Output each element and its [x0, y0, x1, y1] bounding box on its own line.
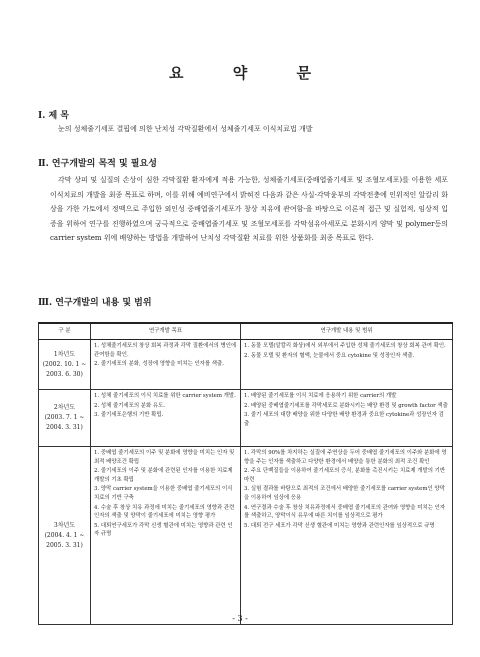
- goals-item: 1. 중배엽 줄기세포의 이주 및 분화에 영향을 미치는 인자 및 최적 배양조건 확립: [94, 450, 235, 465]
- year-line: 2004. 3. 31): [46, 424, 83, 431]
- research-plan-table: [38, 322, 453, 625]
- table-row: [39, 447, 453, 625]
- goals-item: 2. 줄기세포의 이주 및 분화에 관련된 인자를 이용한 치료제 개발의 기초 확립: [94, 468, 233, 483]
- row-year-cell: [39, 390, 91, 447]
- contents-item: 2. 배양된 중배엽줄기세포를 각막세포로 분화시키는 배양 환경 및 growth factor 색출: [244, 402, 448, 409]
- section-2-body: [50, 173, 448, 246]
- section-3-heading: Ⅲ. 연구개발의 내용 및 범위: [38, 298, 152, 308]
- table-row: [39, 340, 453, 390]
- year-line: 3차년도: [53, 521, 76, 529]
- year-line: 1차년도: [53, 350, 76, 358]
- year-line: 2005. 3. 31): [46, 541, 83, 549]
- goals-item: 2. 성체 줄기세포의 분화 유도.: [94, 402, 165, 409]
- year-line: (2004. 4. 1 ~: [44, 531, 85, 539]
- contents-item: 3. 줄기 세포의 대량 배양을 위한 다양한 배양 환경과 중요한 cytokine과 성장인자 검출: [244, 412, 444, 427]
- contents-item: 1. 동물 모델(알칼리 화상)에서 외부에서 주입한 성체 줄기세포의 창상 회복 관여 확인.: [244, 343, 446, 349]
- row-contents-cell: [241, 447, 453, 625]
- contents-item: 5. 대퇴 전구 세포가 각막 신생 혈관에 미치는 영향과 관련인자를 임상적으로 규명: [244, 522, 435, 529]
- goals-item: 4. 수술 후 창상 치유 과정에 미치는 줄기세포의 영향과 관련 인자의 색출 및 양막이 줄기세포에 미치는 영향 평가: [94, 504, 235, 520]
- goals-item: 1. 성체 줄기세포의 이식 치료를 위한 carrier system 개발.: [94, 393, 236, 399]
- section-2-text: 각막 상피 및 실질의 손상이 심한 각막질환 환자에게 적용 가능한, 성체줄기세포(중배엽줄기세포 및 조혈모세포)를 이용한 세포이식치료의 개발을 최종 목표로 하며, 이를 위해 예비연구에서 밝혀진 다음과 같은 사실-각막윤부의 각막전충에 인위적인 알칼리 화상을 가한 가토에서 정맥으로 주입한 외인성 중배엽줄기세포가 창상 치유에 관여함-을 바탕으로 이론적 접근 및 실험적, 임상적 입증을 위하여 연구를 진행하였으며 궁극적으로 중배엽줄기세포 및 조혈모세포를 각막섬유아세포로 분화시켜 양막 및 polymer등의 carrier system 위에 배양하는 방법을 개발하여 난치성 각막질환 치료를 위한 상품화를 최종 목표로 한다.: [50, 176, 448, 242]
- row-contents-cell: [241, 340, 453, 390]
- page-number: - 3 -: [232, 614, 248, 623]
- year-line: 2차년도: [53, 404, 76, 411]
- table-header-division: 구 분: [39, 323, 91, 340]
- section-1-text: 눈의 성체줄기세포 결핍에 의한 난치성 각막질환에서 성체줄기세포 이식치료법 개발: [58, 125, 313, 133]
- table-header-goals: 연구개발 목표: [91, 323, 241, 340]
- section-1-body: [50, 122, 448, 137]
- table-header-row: [39, 323, 453, 340]
- year-line: 2003. 6. 30): [46, 370, 83, 378]
- row-year-cell: [39, 447, 91, 625]
- row-contents-cell: [241, 390, 453, 447]
- row-goals-cell: [91, 447, 241, 625]
- goals-item: 5. 대퇴연구세포가 각막 신생 혈관에 미치는 영향과 관련 인자 규명: [94, 522, 233, 538]
- goals-item: 2. 줄기세포의 분화, 성장에 영향을 미치는 인자를 색출.: [94, 361, 224, 368]
- year-line: (2003. 7. 1 ~: [44, 414, 85, 421]
- contents-item: 4. 연구결과 수술 후 창상 치유과정에서 중배엽 줄기세포의 관여와 영향을 미치는 인자를 색출하고, 양막이식 유무에 따른 치이를 임상적으로 평가: [244, 504, 446, 520]
- table-row: [39, 390, 453, 447]
- row-year-cell: [39, 340, 91, 390]
- row-goals-cell: [91, 340, 241, 390]
- contents-item: 3. 실험 결과를 바탕으로 최적의 조건에서 배양한 줄기세포를 carrier system인 양막을 이용하여 임상에 응용: [244, 486, 445, 501]
- contents-item: 1. 배양된 줄기세포를 이식 치료에 응용하기 위한 carrier의 개발: [244, 393, 397, 399]
- row-goals-cell: [91, 390, 241, 447]
- contents-item: 2. 동물 모델 및 환자의 혈액, 눈물에서 중요 cytokine 및 성장인자 색출.: [244, 352, 415, 359]
- section-1-heading: Ⅰ. 제 목: [38, 111, 69, 121]
- contents-item: 1. 각막의 90%를 차지하는 실질에 주연상을 두어 중배엽 줄기세포의 이주와 분화에 영향을 주는 인자를 색출하고 다양한 환경에서 배양을 통한 분화의 최적 조건 확인: [244, 450, 447, 465]
- section-2-heading: Ⅱ. 연구개발의 목적 및 필요성: [38, 159, 157, 169]
- table-header-contents: 연구개발 내용 및 범위: [241, 323, 453, 340]
- page-title: 요 약 문: [169, 64, 333, 82]
- goals-item: 3. 양막 carrier system을 이용한 중배엽 줄기세포의 이식 치료의 기반 구축: [94, 486, 233, 501]
- goals-item: 3. 줄기세포은행의 기반 확립.: [94, 412, 164, 419]
- goals-item: 1. 성체줄기세포의 창상 회복 과정과 각막 질환에서의 병인에 관여함을 확인.: [94, 343, 237, 358]
- year-line: (2002. 10. 1 ~: [42, 360, 87, 368]
- contents-item: 2. 주요 단백질들을 이용하여 줄기세포의 증식, 분화를 촉진시키는 치료제 개발의 기반 마련: [244, 468, 446, 483]
